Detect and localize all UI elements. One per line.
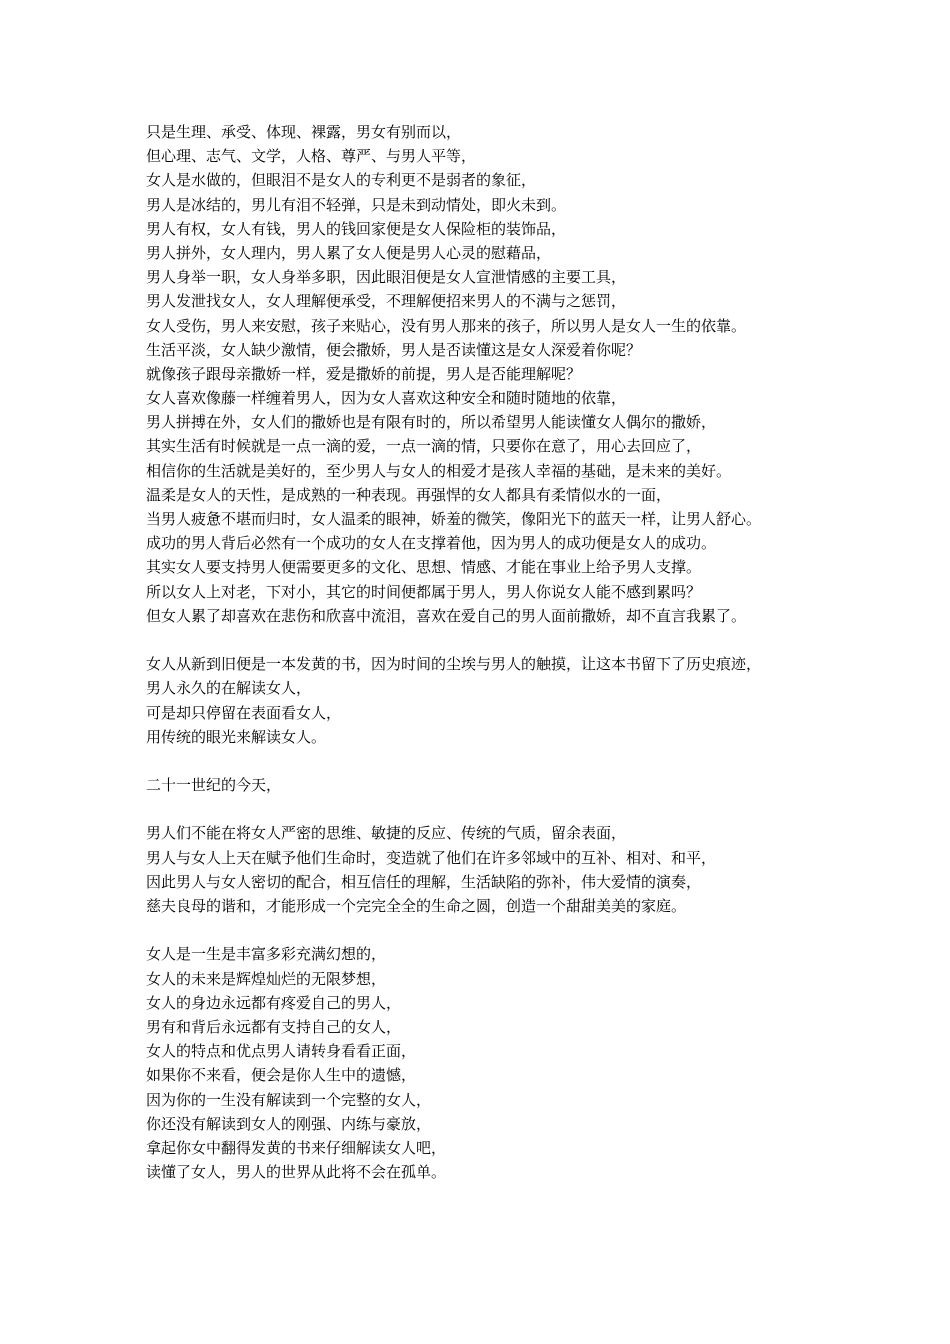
text-line: 女人的身边永远都有疼爱自己的男人，	[146, 993, 402, 1012]
text-line: 女人的未来是辉煌灿烂的无限梦想，	[146, 969, 387, 988]
text-line: 拿起你女中翻得发黄的书来仔细解读女人吧，	[146, 1138, 447, 1157]
text-line: 因此男人与女人密切的配合，相互信任的理解，生活缺陷的弥补，伟大爱情的演奏，	[146, 872, 702, 891]
text-line: 男人有权，女人有钱，男人的钱回家便是女人保险柜的装饰品，	[146, 219, 567, 238]
paragraph-1	[146, 120, 936, 628]
text-line: 当男人疲惫不堪而归时，女人温柔的眼神，娇羞的微笑，像阳光下的蓝天一样，让男人舒心。	[146, 510, 762, 528]
paragraph-4	[146, 821, 936, 918]
text-line: 相信你的生活就是美好的，至少男人与女人的相爱才是孩人幸福的基础，是未来的美好。	[146, 461, 732, 480]
text-line: 你还没有解读到女人的刚强、内练与豪放，	[146, 1114, 432, 1133]
text-line: 但女人累了却喜欢在悲伤和欣喜中流泪，喜欢在爱自己的男人面前撒娇，却不直言我累了。	[146, 606, 747, 625]
text-line: 但心理、志气、文学，人格、尊严、与男人平等，	[146, 147, 477, 166]
text-line: 慈夫良母的谐和，才能形成一个完完全全的生命之圆，创造一个甜甜美美的家庭。	[146, 897, 687, 915]
text-line: 二十一世纪的今天，	[146, 776, 282, 795]
text-line: 男人是冰结的，男儿有泪不轻弹，只是未到动情处，即火未到。	[146, 195, 567, 214]
document-body	[146, 120, 936, 1184]
text-line: 女人是一生是丰富多彩充满幻想的，	[146, 945, 387, 964]
text-line: 如果你不来看，便会是你人生中的遗憾，	[146, 1066, 417, 1085]
text-line: 可是却只停留在表面看女人，	[146, 703, 342, 722]
text-line: 读懂了女人，男人的世界从此将不会在孤单。	[146, 1163, 447, 1182]
paragraph-spacer	[146, 918, 936, 942]
text-line: 女人从新到旧便是一本发黄的书，因为时间的尘埃与男人的触摸，让这本书留下了历史痕迹，	[146, 655, 762, 674]
text-line: 其实生活有时候就是一点一滴的爱，一点一滴的情，只要你在意了，用心去回应了，	[146, 437, 702, 456]
text-line: 所以女人上对老，下对小，其它的时间便都属于男人，男人你说女人能不感到累吗？	[146, 582, 702, 601]
text-line: 生活平淡，女人缺少激情，便会撒娇，男人是否读懂这是女人深爱着你呢？	[146, 340, 642, 359]
text-line: 女人是水做的，但眼泪不是女人的专利更不是弱者的象征，	[146, 171, 537, 190]
text-line: 女人的特点和优点男人请转身看看正面，	[146, 1042, 417, 1061]
text-line: 用传统的眼光来解读女人。	[146, 727, 327, 746]
text-line: 就像孩子跟母亲撒娇一样，爱是撒娇的前提，男人是否能理解呢？	[146, 364, 582, 383]
paragraph-spacer	[146, 797, 936, 821]
text-line: 男有和背后永远都有支持自己的女人，	[146, 1017, 402, 1036]
text-line: 男人拼搏在外，女人们的撒娇也是有限有时的，所以希望男人能读懂女人偶尔的撒娇，	[146, 413, 717, 432]
paragraph-2	[146, 652, 936, 749]
text-line: 男人发泄找女人，女人理解便承受，不理解便招来男人的不满与之惩罚，	[146, 292, 627, 311]
paragraph-spacer	[146, 749, 936, 773]
text-line: 女人受伤，男人来安慰，孩子来贴心，没有男人那来的孩子，所以男人是女人一生的依靠。	[146, 316, 747, 335]
text-line: 因为你的一生没有解读到一个完整的女人，	[146, 1090, 432, 1109]
text-line: 成功的男人背后必然有一个成功的女人在支撑着他，因为男人的成功便是女人的成功。	[146, 534, 717, 553]
text-line: 其实女人要支持男人便需要更多的文化、思想、情感、才能在事业上给予男人支撑。	[146, 558, 702, 577]
text-line: 只是生理、承受、体现、裸露，男女有别而以，	[146, 123, 462, 141]
text-line: 男人永久的在解读女人，	[146, 679, 312, 698]
text-line: 男人拼外，女人理内，男人累了女人便是男人心灵的慰藉品，	[146, 243, 552, 262]
text-line: 男人们不能在将女人严密的思维、敏捷的反应、传统的气质，留余表面，	[146, 824, 627, 843]
paragraph-3	[146, 773, 936, 797]
text-line: 男人身举一职，女人身举多职，因此眼泪便是女人宣泄情感的主要工具，	[146, 268, 627, 287]
text-line: 温柔是女人的天性，是成熟的一种表现。再强悍的女人都具有柔情似水的一面，	[146, 485, 672, 504]
paragraph-5	[146, 942, 936, 1184]
paragraph-spacer	[146, 628, 936, 652]
text-line: 女人喜欢像藤一样缠着男人，因为女人喜欢这种安全和随时随地的依靠，	[146, 389, 627, 408]
text-line: 男人与女人上天在赋予他们生命时，变造就了他们在许多邻域中的互补、相对、和平，	[146, 848, 717, 867]
